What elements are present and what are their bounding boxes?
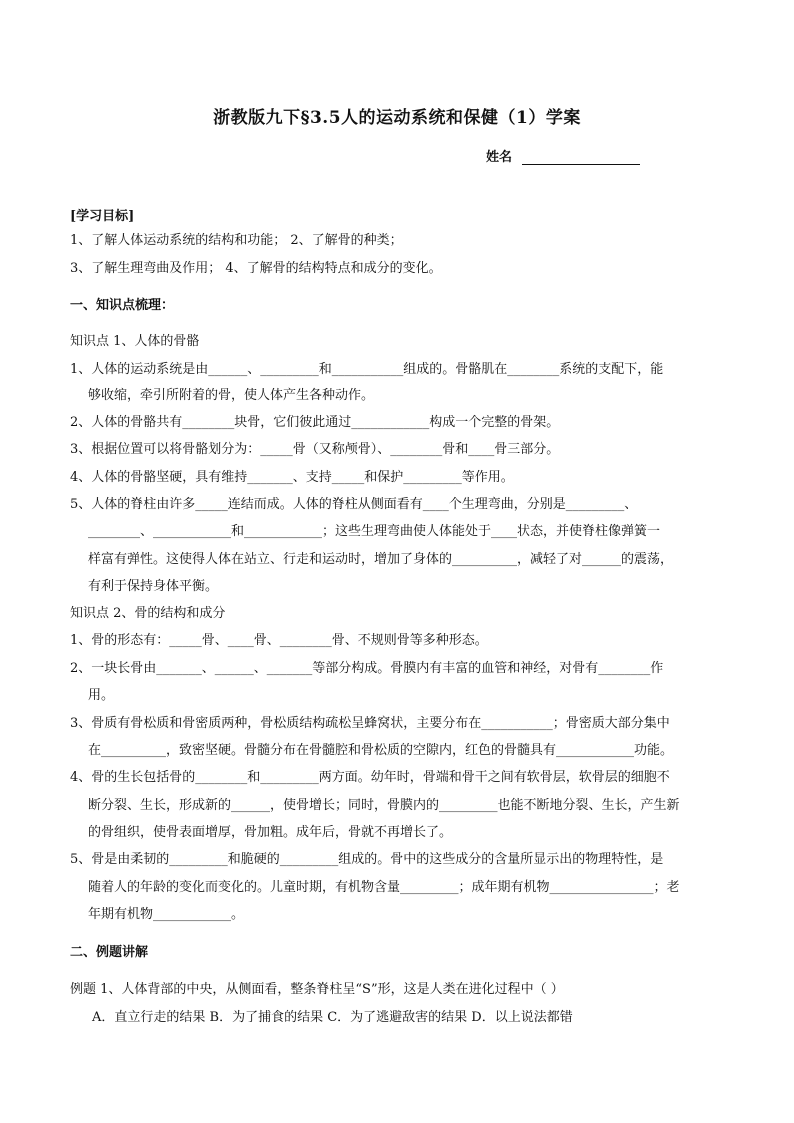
- kp2-line: 5、骨是由柔韧的_________和脆硬的_________组成的。骨中的这些成分的含量所显示出的物理特性，是: [70, 852, 664, 867]
- kp1-line: ________、____________和____________；这些生理弯曲使人体能处于____状态，并使脊柱像弹簧一: [88, 524, 661, 539]
- section2-heading: 二、例题讲解: [70, 945, 149, 960]
- kp1-line: 1、人体的运动系统是由______、_________和___________组成的。骨骼肌在________系统的支配下，能: [70, 362, 664, 377]
- kp2-line: 1、骨的形态有：_____骨、____骨、________骨、不规则骨等多种形态。: [70, 633, 488, 648]
- name-field: [486, 146, 640, 165]
- kp1-line: 够收缩，牵引所附着的骨，使人体产生各种动作。: [88, 388, 375, 403]
- page-title: 浙教版九下§3.5人的运动系统和保健（1）学案: [213, 108, 581, 128]
- kp2-line: 年期有机物____________。: [88, 907, 245, 922]
- section1-heading: 一、知识点梳理：: [70, 298, 175, 313]
- kp1-line: 有利于保持身体平衡。: [88, 579, 219, 594]
- kp1-line: 4、人体的骨骼坚硬，具有维持_______、支持_____和保护_________等作用。: [70, 470, 514, 485]
- kp2-title: 知识点 2、骨的结构和成分: [70, 606, 226, 621]
- kp1-line: 3、根据位置可以将骨骼划分为：_____骨（又称颅骨）、________骨和____骨三部分。: [70, 442, 560, 457]
- kp2-line: 断分裂、生长，形成新的______，使骨增长；同时，骨膜内的_________也能不断地分裂、生长，产生新: [88, 798, 680, 813]
- kp2-line: 的骨组织，使骨表面增厚，骨加粗。成年后，骨就不再增长了。: [88, 825, 453, 840]
- objectives-heading: [学习目标]: [70, 209, 135, 224]
- kp1-line: 样富有弹性。这使得人体在站立、行走和运动时，增加了身体的__________，减轻了对______的震荡，: [88, 552, 674, 567]
- objectives-row-1: 1、了解人体运动系统的结构和功能； 2、了解骨的种类；: [70, 233, 403, 248]
- kp1-title: 知识点 1、人体的骨骼: [70, 334, 200, 349]
- kp2-line: 用。: [88, 688, 115, 703]
- name-blank[interactable]: [522, 151, 640, 165]
- example-1-options: A．直立行走的结果 B．为了捕食的结果 C．为了逃避敌害的结果 D．以上说法都错: [92, 1010, 573, 1025]
- name-label: 姓名: [486, 150, 513, 165]
- example-1-question: 例题 1、人体背部的中央，从侧面看，整条脊柱呈“S”形，这是人类在进化过程中（ ）: [70, 982, 564, 997]
- kp2-line: 在__________，致密坚硬。骨髓分布在骨髓腔和骨松质的空隙内，红色的骨髓具有____________功能。: [88, 743, 674, 758]
- kp2-line: 2、一块长骨由_______、______、_______等部分构成。骨膜内有丰富的血管和神经，对骨有________作: [70, 661, 664, 676]
- kp1-line: 5、人体的脊柱由许多_____连结而成。人体的脊柱从侧面看有____个生理弯曲，分别是_________、: [70, 497, 638, 512]
- kp2-line: 3、骨质有骨松质和骨密质两种，骨松质结构疏松呈蜂窝状，主要分布在___________；骨密质大部分集中: [70, 716, 670, 731]
- kp1-line: 2、人体的骨骼共有________块骨，它们彼此通过____________构成一个完整的骨架。: [70, 415, 560, 430]
- objectives-row-2: 3、了解生理弯曲及作用； 4、了解骨的结构特点和成分的变化。: [70, 261, 442, 276]
- kp2-line: 随着人的年龄的变化而变化的。儿童时期，有机物含量_________；成年期有机物________________；老: [88, 880, 680, 895]
- kp2-line: 4、骨的生长包括骨的________和_________两方面。幼年时，骨端和骨干之间有软骨层，软骨层的细胞不: [70, 770, 670, 785]
